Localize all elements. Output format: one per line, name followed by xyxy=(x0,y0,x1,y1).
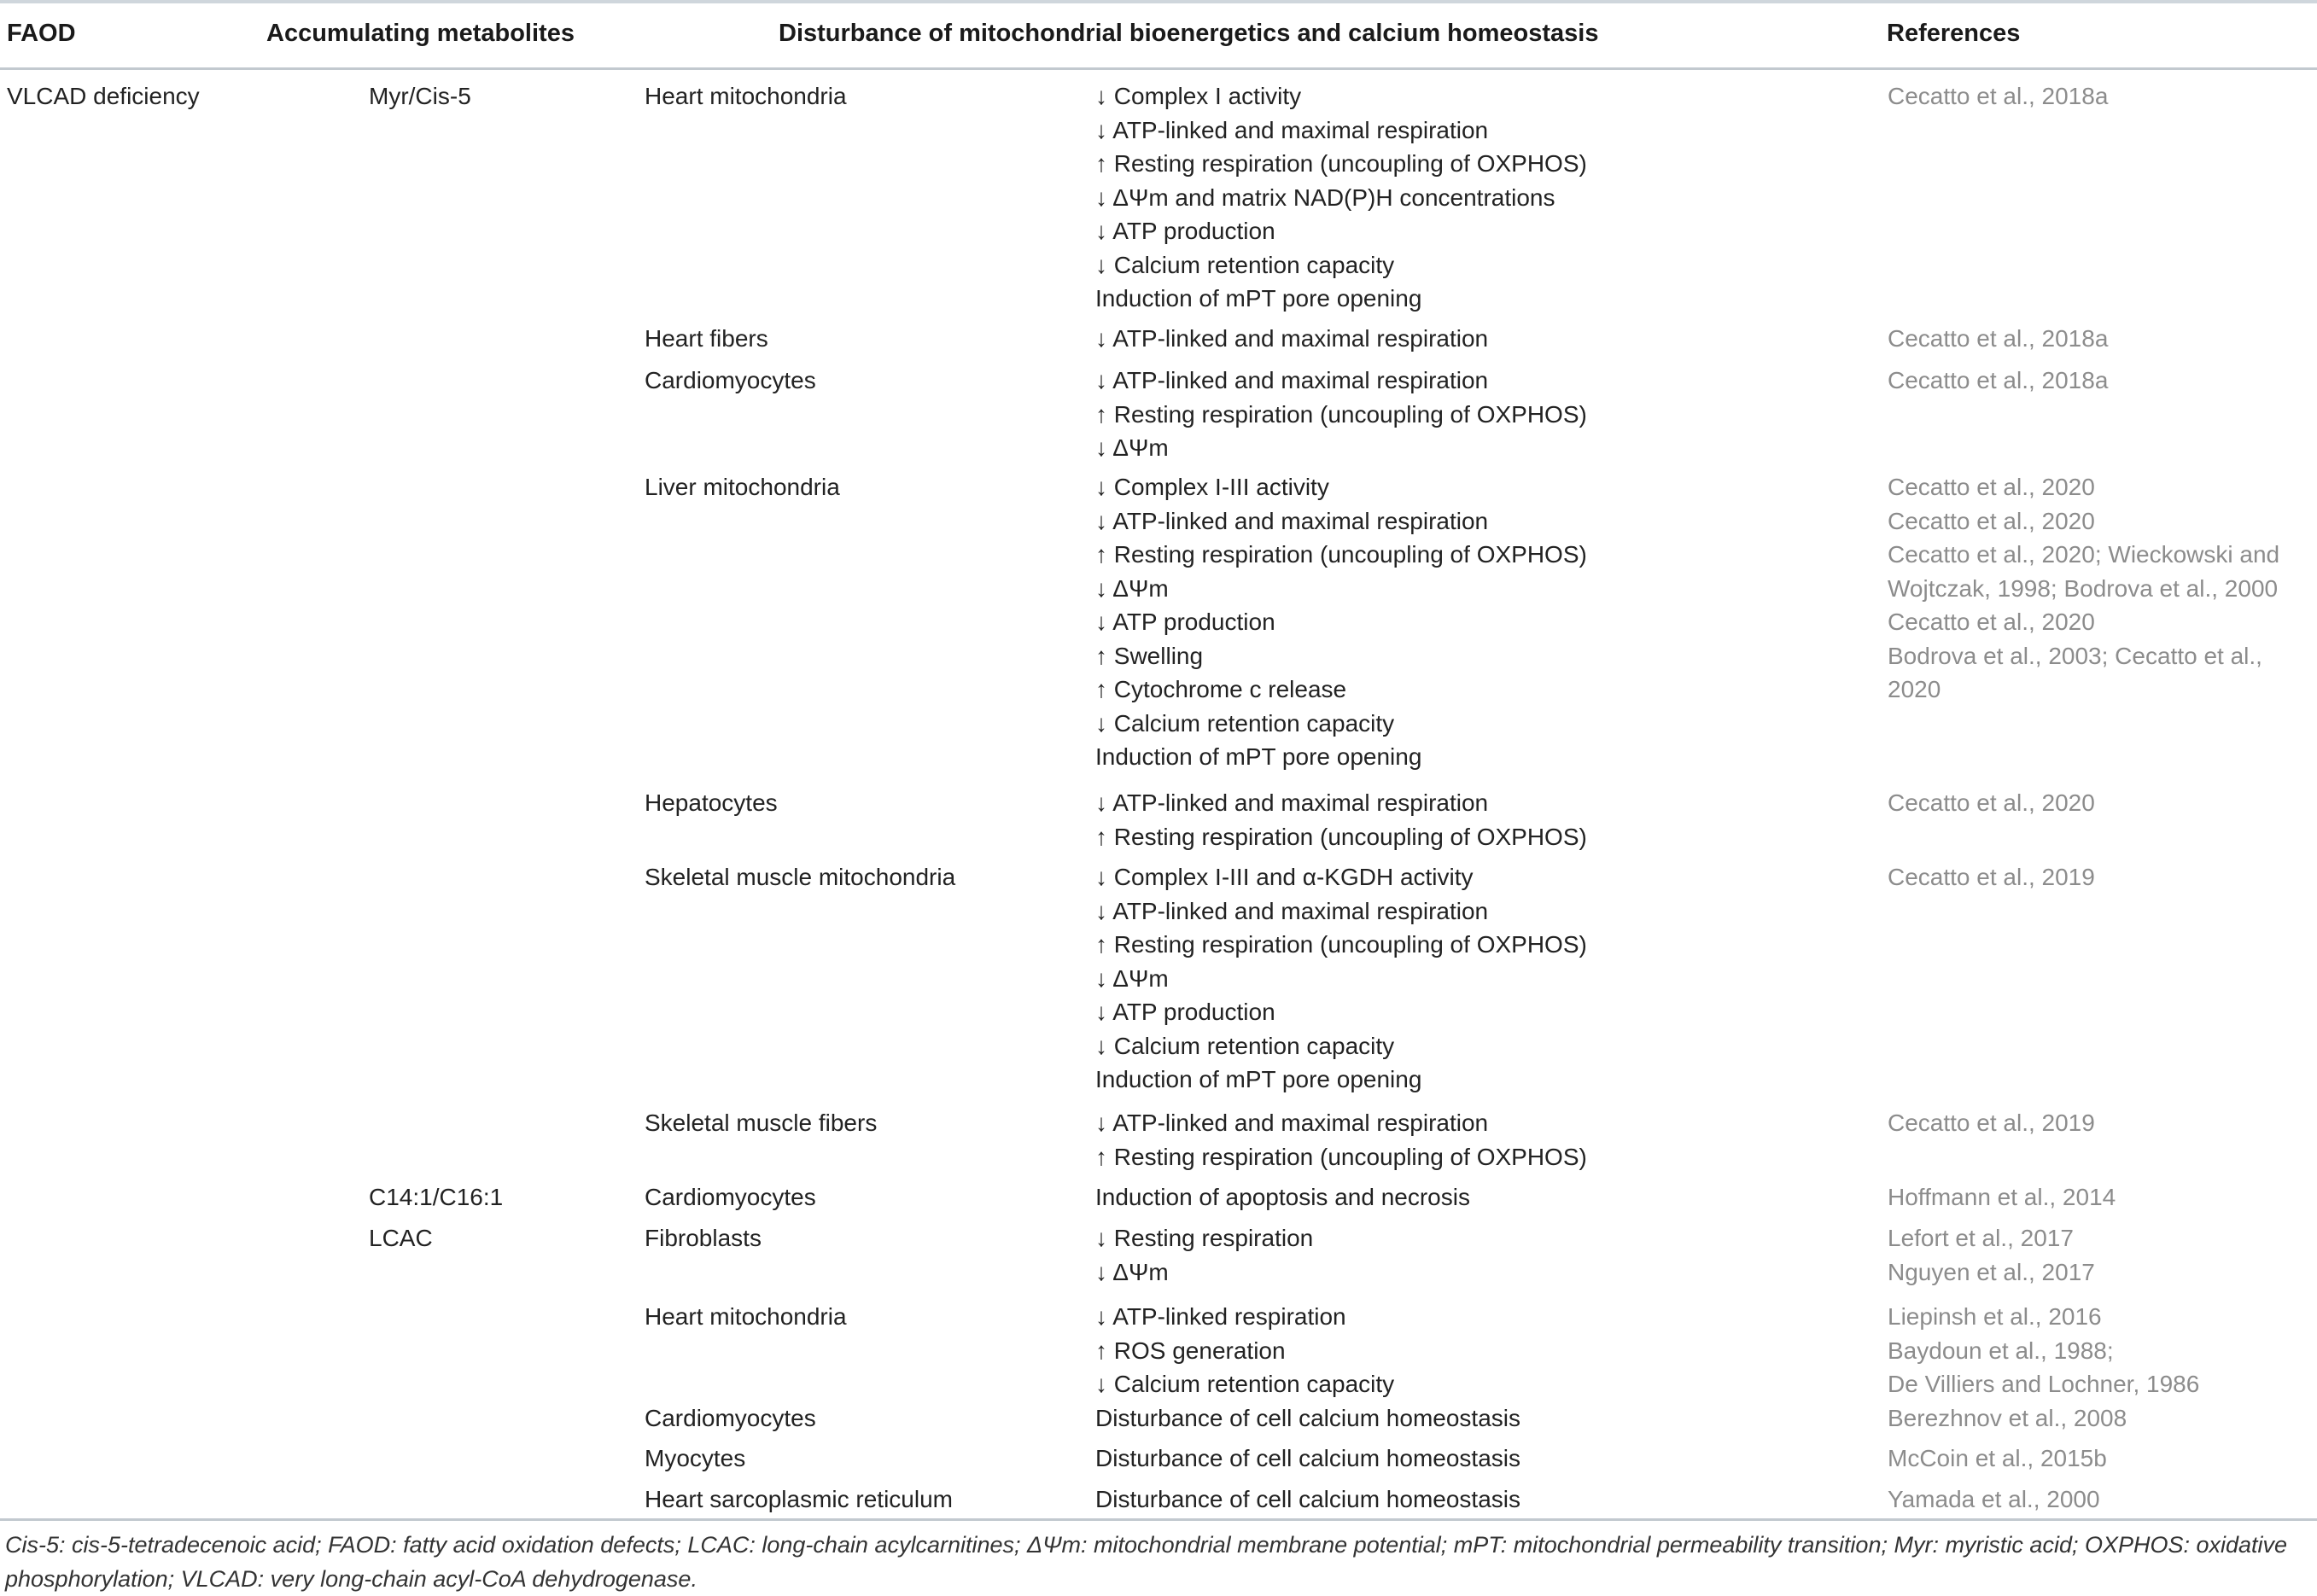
effect-line: ↓ ΔΨm and matrix NAD(P)H concentrations xyxy=(1095,183,1555,211)
effect-line: Induction of mPT pore opening xyxy=(1095,1066,1422,1092)
cell-references xyxy=(1888,1482,2100,1517)
cell-references xyxy=(1888,1180,2116,1214)
effect-line: ↓ ATP production xyxy=(1095,609,1275,635)
cell-effects xyxy=(1095,1442,1520,1476)
cell-tissue: Liver mitochondria xyxy=(645,474,840,500)
effect-line: Disturbance of cell calcium homeostasis xyxy=(1095,1405,1520,1431)
reference-line: Cecatto et al., 2018a xyxy=(1888,325,2109,352)
effect-line: ↓ Complex I-III and α-KGDH activity xyxy=(1095,864,1474,890)
effect-line: ↓ ATP-linked and maximal respiration xyxy=(1095,325,1489,352)
reference-line: Cecatto et al., 2020 xyxy=(1888,507,2095,534)
reference-line: Cecatto et al., 2019 xyxy=(1888,1110,2095,1136)
effect-line: ↑ Cytochrome c release xyxy=(1095,676,1347,702)
effect-line: ↓ ATP-linked and maximal respiration xyxy=(1095,789,1489,816)
cell-faod: VLCAD deficiency xyxy=(7,83,200,109)
cell-tissue: Skeletal muscle fibers xyxy=(645,1110,878,1136)
effect-line: ↓ ΔΨm xyxy=(1095,1258,1169,1285)
cell-effects xyxy=(1095,79,1587,316)
effect-line: ↓ Calcium retention capacity xyxy=(1095,251,1395,278)
cell-tissue: Heart sarcoplasmic reticulum xyxy=(645,1486,953,1512)
cell-references xyxy=(1888,470,2279,707)
header-disturbance: Disturbance of mitochondrial bioenergetics and calcium homeostasis xyxy=(779,20,1599,47)
cell-effects xyxy=(1095,364,1587,465)
effect-line: ↓ Resting respiration xyxy=(1095,1225,1314,1251)
effect-line: ↑ Resting respiration (uncoupling of OXPHOS) xyxy=(1095,931,1587,958)
effect-line: ↓ ATP-linked and maximal respiration xyxy=(1095,116,1489,143)
reference-line: Bodrova et al., 2003; Cecatto et al., xyxy=(1888,642,2262,669)
reference-line: Wojtczak, 1998; Bodrova et al., 2000 xyxy=(1888,574,2279,602)
reference-line: Cecatto et al., 2020 xyxy=(1888,609,2095,635)
cell-effects xyxy=(1095,786,1587,853)
cell-tissue: Cardiomyocytes xyxy=(645,1405,816,1431)
effect-line: ↑ Swelling xyxy=(1095,642,1204,669)
effect-line: ↓ ATP production xyxy=(1095,999,1275,1025)
cell-tissue: Hepatocytes xyxy=(645,789,778,816)
reference-line: Liepinsh et al., 2016 xyxy=(1888,1303,2102,1330)
reference-line: Cecatto et al., 2019 xyxy=(1888,864,2095,890)
effect-line: ↓ ATP-linked and maximal respiration xyxy=(1095,1110,1489,1136)
cell-references xyxy=(1888,322,2108,356)
cell-references xyxy=(1888,1401,2127,1436)
reference-line: McCoin et al., 2015b xyxy=(1888,1445,2107,1471)
header-bottom-rule xyxy=(0,67,2317,70)
effect-line: Disturbance of cell calcium homeostasis xyxy=(1095,1445,1520,1471)
reference-line: 2020 xyxy=(1888,676,1941,702)
reference-line: Baydoun et al., 1988; xyxy=(1888,1337,2114,1364)
cell-metabolites: Myr/Cis-5 xyxy=(369,83,471,109)
reference-line: Hoffmann et al., 2014 xyxy=(1888,1184,2116,1210)
effect-line: ↑ Resting respiration (uncoupling of OXPHOS) xyxy=(1095,541,1587,568)
cell-effects xyxy=(1095,1401,1520,1436)
cell-effects xyxy=(1095,322,1488,356)
cell-effects xyxy=(1095,470,1587,774)
cell-tissue: Cardiomyocytes xyxy=(645,367,816,393)
effect-line: ↓ Complex I activity xyxy=(1095,83,1302,109)
cell-references xyxy=(1888,1300,2199,1401)
effect-line: ↓ ATP-linked and maximal respiration xyxy=(1095,897,1489,924)
table-footnote: Cis-5: cis-5-tetradecenoic acid; FAOD: fatty acid oxidation defects; LCAC: long-chain acylcarnitines; ΔΨm: mitochondrial membrane potential; mPT: mitochondrial permeability transition; Myr: myristic acid; OXPHOS: oxidative phosphorylation; VLCAD: very long-chain acyl-CoA dehydrogenase. xyxy=(5,1532,2288,1592)
effect-line: ↑ Resting respiration (uncoupling of OXPHOS) xyxy=(1095,400,1587,428)
effect-line: Disturbance of cell calcium homeostasis xyxy=(1095,1486,1520,1512)
effect-line: ↓ Calcium retention capacity xyxy=(1095,1032,1395,1059)
reference-line: Lefort et al., 2017 xyxy=(1888,1225,2074,1251)
cell-tissue: Fibroblasts xyxy=(645,1225,762,1251)
effect-line: ↓ Complex I-III activity xyxy=(1095,474,1329,500)
effect-line: ↓ ΔΨm xyxy=(1095,964,1169,992)
reference-line: Yamada et al., 2000 xyxy=(1888,1486,2100,1512)
cell-tissue: Myocytes xyxy=(645,1445,746,1471)
effect-line: ↓ Calcium retention capacity xyxy=(1095,709,1395,737)
cell-effects xyxy=(1095,1106,1587,1174)
reference-line: De Villiers and Lochner, 1986 xyxy=(1888,1371,2200,1397)
cell-references xyxy=(1888,1106,2095,1140)
effect-line: ↓ ATP-linked and maximal respiration xyxy=(1095,507,1489,534)
reference-line: Berezhnov et al., 2008 xyxy=(1888,1405,2127,1431)
effect-line: Induction of mPT pore opening xyxy=(1095,743,1422,770)
table-top-rule xyxy=(0,0,2317,3)
effect-line: ↓ Calcium retention capacity xyxy=(1095,1371,1395,1397)
effect-line: Induction of mPT pore opening xyxy=(1095,285,1422,312)
reference-line: Cecatto et al., 2020 xyxy=(1888,789,2095,816)
reference-line: Cecatto et al., 2018a xyxy=(1888,367,2109,393)
cell-tissue: Heart mitochondria xyxy=(645,1303,847,1330)
cell-tissue: Heart mitochondria xyxy=(645,83,847,109)
cell-metabolites: LCAC xyxy=(369,1225,433,1251)
cell-effects xyxy=(1095,860,1587,1097)
header-references: References xyxy=(1887,20,2021,47)
header-metabolites: Accumulating metabolites xyxy=(266,20,575,47)
cell-tissue: Heart fibers xyxy=(645,325,768,352)
cell-tissue: Skeletal muscle mitochondria xyxy=(645,864,956,890)
header-faod: FAOD xyxy=(7,20,76,47)
cell-metabolites: C14:1/C16:1 xyxy=(369,1184,504,1210)
cell-effects xyxy=(1095,1300,1394,1401)
effect-line: ↑ ROS generation xyxy=(1095,1337,1286,1364)
effect-line: ↓ ΔΨm xyxy=(1095,434,1169,461)
reference-line: Cecatto et al., 2020 xyxy=(1888,474,2095,500)
cell-effects xyxy=(1095,1180,1470,1214)
footnote-rule xyxy=(0,1518,2317,1521)
cell-references xyxy=(1888,364,2108,398)
cell-effects xyxy=(1095,1482,1520,1517)
cell-tissue: Cardiomyocytes xyxy=(645,1184,816,1210)
cell-effects xyxy=(1095,1221,1313,1289)
cell-references xyxy=(1888,79,2108,114)
effect-line: ↑ Resting respiration (uncoupling of OXPHOS) xyxy=(1095,823,1587,850)
cell-references xyxy=(1888,1442,2107,1476)
cell-references xyxy=(1888,786,2095,820)
effect-line: ↓ ATP-linked respiration xyxy=(1095,1303,1346,1330)
reference-line: Cecatto et al., 2018a xyxy=(1888,83,2109,109)
reference-line: Cecatto et al., 2020; Wieckowski and xyxy=(1888,541,2280,568)
effect-line: ↓ ATP-linked and maximal respiration xyxy=(1095,367,1489,393)
effect-line: ↓ ATP production xyxy=(1095,218,1275,244)
effect-line: ↑ Resting respiration (uncoupling of OXPHOS) xyxy=(1095,1143,1587,1170)
cell-references xyxy=(1888,1221,2095,1289)
effect-line: ↓ ΔΨm xyxy=(1095,574,1169,602)
reference-line: Nguyen et al., 2017 xyxy=(1888,1258,2095,1285)
effect-line: ↑ Resting respiration (uncoupling of OXPHOS) xyxy=(1095,150,1587,177)
cell-references xyxy=(1888,860,2095,894)
effect-line: Induction of apoptosis and necrosis xyxy=(1095,1184,1470,1210)
